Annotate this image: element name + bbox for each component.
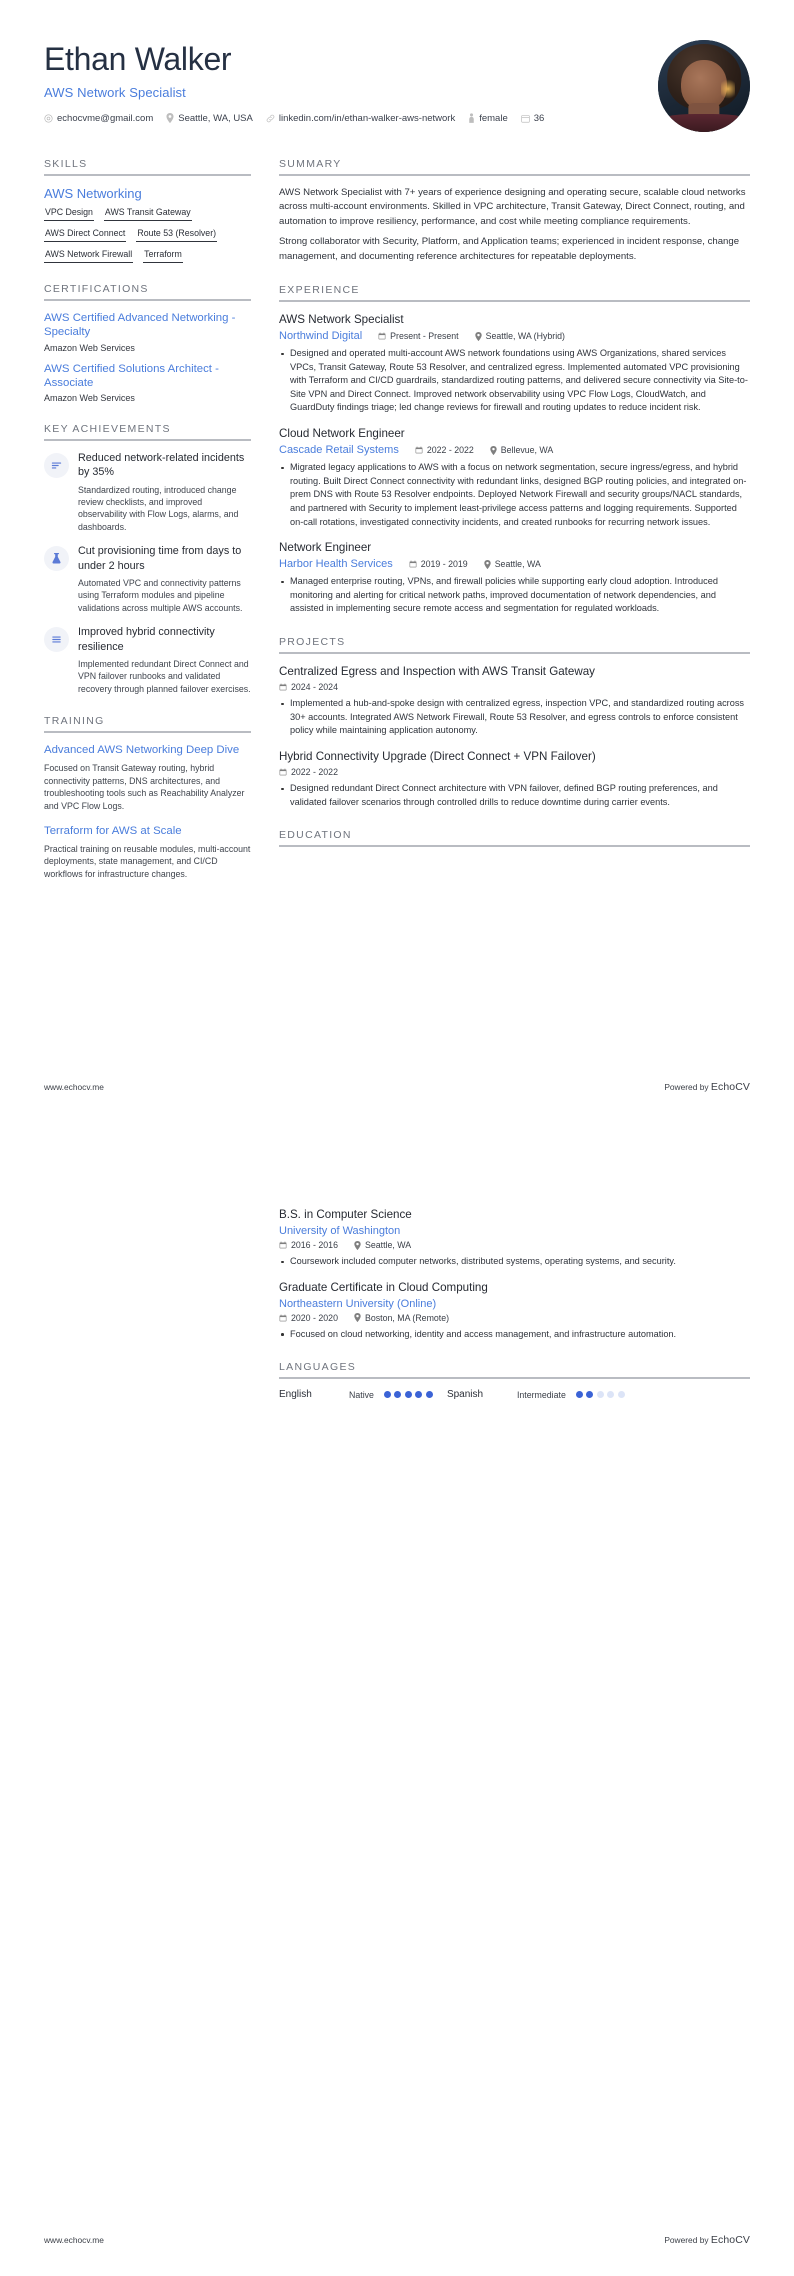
email-icon (44, 114, 53, 123)
language-rating (384, 1391, 433, 1398)
section-divider (44, 174, 251, 176)
projects-section-title: PROJECTS (279, 636, 346, 649)
education-location-text: Boston, MA (Remote) (364, 1312, 450, 1323)
project-dates (279, 682, 338, 692)
job-location (484, 559, 541, 569)
section-divider (279, 1377, 750, 1379)
job-location (490, 445, 553, 455)
job-dates-text: Present - Present (390, 331, 459, 342)
rating-dot (426, 1391, 433, 1398)
training-section (44, 715, 251, 880)
experience-item (279, 540, 750, 616)
education-meta (279, 1225, 750, 1237)
candidate-name: Ethan Walker (44, 41, 232, 77)
achievement-body (78, 544, 251, 614)
footer-brand-name: EchoCV (710, 1081, 750, 1093)
achievement-description: Automated VPC and connectivity patterns using Terraform modules and pipeline validations across multiple AWS accounts. (78, 577, 243, 613)
skills-section-title: SKILLS (44, 158, 88, 170)
project-item (279, 749, 750, 809)
calendar-icon (279, 1314, 287, 1322)
left-column (44, 158, 251, 901)
job-dates-text: 2022 - 2022 (426, 445, 474, 456)
footer-brand-name: EchoCV (710, 2234, 750, 2246)
project-dates (279, 767, 338, 777)
rating-dot (597, 1391, 604, 1398)
education-section-header (279, 829, 750, 847)
job-meta (279, 330, 750, 342)
certification-name[interactable]: AWS Certified Advanced Networking - Specialty (44, 312, 236, 339)
section-divider (279, 845, 750, 847)
training-name[interactable]: Advanced AWS Networking Deep Dive (44, 744, 240, 757)
skill-chip: AWS Transit Gateway (104, 207, 192, 221)
project-dates-text: 2022 - 2022 (291, 767, 338, 778)
project-title: Centralized Egress and Inspection with AWS Transit Gateway (279, 665, 595, 679)
education-dates (279, 1240, 338, 1250)
achievement-title: Improved hybrid connectivity resilience (78, 626, 215, 653)
language-name: English (279, 1389, 312, 1401)
footer-brand (664, 2234, 750, 2246)
languages-section (279, 1361, 750, 1400)
education-location-text: Seattle, WA (364, 1240, 412, 1251)
summary-section (279, 158, 750, 264)
summary-paragraph: AWS Network Specialist with 7+ years of experience designing and operating secure, scalable cloud networks across multi-account environments. Skilled in VPC architecture, Transit Gateway, Direct Connect, routing, and automation to improve resiliency, performance, and cost while meeting compliance requirements. (279, 187, 746, 227)
candidate-role: AWS Network Specialist (44, 84, 186, 100)
person-icon (468, 113, 475, 123)
job-location-text: Seattle, WA (494, 559, 541, 570)
contact-age (521, 113, 545, 124)
contact-linkedin-text: linkedin.com/in/ethan-walker-aws-network (278, 112, 456, 124)
contact-location (166, 113, 253, 124)
achievement-title: Reduced network-related incidents by 35% (78, 452, 245, 479)
location-pin-icon (354, 1241, 361, 1250)
language-name: Spanish (446, 1389, 484, 1401)
calendar-icon (415, 446, 423, 454)
language-item (279, 1389, 433, 1400)
job-title: Network Engineer (279, 541, 372, 555)
job-title: AWS Network Specialist (279, 312, 404, 326)
language-item (447, 1389, 625, 1400)
menu-icon (44, 627, 69, 652)
projects-section (279, 636, 750, 809)
certifications-section (44, 283, 251, 403)
contact-linkedin[interactable] (266, 113, 455, 124)
location-pin-icon (475, 332, 482, 341)
company-name[interactable]: Northwind Digital (279, 330, 363, 343)
education-bullets (279, 1328, 750, 1342)
education-dates-text: 2020 - 2020 (291, 1312, 338, 1323)
section-divider (44, 299, 251, 301)
project-bullet: Implemented a hub-and-spoke design with centralized egress, inspection VPC, and standardized routing across 30+ accounts. Integrated AWS Network Firewall, Route 53 Resolver, and egress controls to enforce consistent policy while maintaining application autonomy. (279, 697, 750, 738)
education-dates-text: 2016 - 2016 (291, 1240, 338, 1251)
page-footer (44, 2234, 750, 2246)
language-list (279, 1389, 750, 1400)
training-item (44, 824, 251, 881)
rating-dot (607, 1391, 614, 1398)
location-pin-icon (490, 446, 497, 455)
certifications-section-title: CERTIFICATIONS (44, 283, 149, 295)
skill-chip: Route 53 (Resolver) (136, 228, 217, 242)
job-title: Cloud Network Engineer (279, 427, 405, 441)
education-meta-dates (279, 1240, 750, 1250)
calendar-icon (279, 768, 287, 776)
skill-chip: AWS Network Firewall (44, 249, 133, 263)
job-location (475, 331, 565, 341)
job-dates-text: 2019 - 2019 (420, 559, 468, 570)
section-divider (279, 652, 750, 654)
contact-gender (468, 113, 508, 124)
skill-chip: AWS Direct Connect (44, 228, 126, 242)
rating-dot (405, 1391, 412, 1398)
achievement-title: Cut provisioning time from days to under 2 hours (78, 545, 242, 572)
avatar (658, 40, 750, 132)
job-dates (415, 445, 474, 455)
skills-section (44, 158, 251, 263)
rating-dot (415, 1391, 422, 1398)
contact-email-text: echocvme@gmail.com (57, 112, 154, 124)
school-name[interactable]: Northeastern University (Online) (279, 1297, 437, 1310)
education-section (279, 1207, 750, 1341)
languages-section-title: LANGUAGES (279, 1361, 357, 1374)
education-section-title: EDUCATION (279, 829, 352, 842)
lines-icon (44, 453, 69, 478)
summary-paragraph: Strong collaborator with Security, Platform, and Application teams; experienced in incident response, change management, and documenting reference architectures for repeatable deployments. (279, 236, 740, 262)
page-footer (44, 1081, 750, 1093)
education-bullet: Coursework included computer networks, distributed systems, operating systems, and security. (279, 1255, 750, 1269)
certification-item (44, 311, 251, 353)
education-location (354, 1240, 411, 1250)
job-bullet: Migrated legacy applications to AWS with a focus on network segmentation, secure ingress/egress, and hybrid routing. Built Direct Connect connectivity with redundant links, designed BGP routing policies, and integrated on-prem DNS with Route 53 Resolver endpoints. Deployed Network Firewall and security groups/NACL standards, and partnered with Security to implement least-privilege access patterns and logging requirements. Supported on-call rotations, investigated connectivity incidents, and created runbooks for recurring network issues. (279, 461, 750, 529)
achievement-body (78, 625, 251, 695)
section-divider (44, 731, 251, 733)
section-divider (44, 439, 251, 441)
section-divider (279, 174, 750, 176)
job-meta (279, 444, 750, 456)
contact-gender-text: female (479, 112, 508, 124)
achievement-description: Implemented redundant Direct Connect and VPN failover runbooks and validated recovery through planned failover exercises. (78, 658, 251, 694)
training-description: Focused on Transit Gateway routing, hybrid connectivity patterns, DNS architectures, and troubleshooting tools such as Reachability Analyzer and VPC Flow Logs. (44, 762, 245, 812)
training-section-title: TRAINING (44, 715, 105, 728)
rating-dot (576, 1391, 583, 1398)
header-text-block (44, 38, 658, 124)
skill-chip: VPC Design (44, 207, 94, 221)
calendar-icon (521, 114, 530, 123)
training-description: Practical training on reusable modules, multi-account deployments, state management, and CI/CD workflows for infrastructure changes. (44, 843, 251, 880)
job-bullets (279, 575, 750, 616)
achievement-description: Standardized routing, introduced change review checklists, and improved observability with Flow Logs, alarms, and dashboards. (78, 484, 239, 532)
company-name[interactable]: Cascade Retail Systems (279, 444, 399, 457)
language-rating (576, 1391, 625, 1398)
avatar-highlight (721, 77, 736, 101)
rating-dot (586, 1391, 593, 1398)
education-bullets (279, 1255, 750, 1269)
job-bullet: Managed enterprise routing, VPNs, and firewall policies while supporting early cloud adoption. Introduced monitoring and alerting for critical network paths, improved documentation of network dependencies, and assisted in implementing secure remote access and segmentation for regulated workloads. (279, 575, 750, 616)
experience-item (279, 312, 750, 415)
certification-issuer: Amazon Web Services (44, 342, 135, 353)
skill-chip: Terraform (143, 249, 183, 263)
summary-section-title: SUMMARY (279, 158, 342, 170)
job-bullet: Designed and operated multi-account AWS network foundations using AWS Organizations, shared services VPCs, Transit Gateway, Route 53 Resolver, and centralized egress. Implemented automated VPC provisioning with Terraform and CI/CD guardrails, standardized routing patterns, and delivered secure connectivity via Site-to-Site VPN and Direct Connect. Improved network observability using VPC Flow Logs, CloudWatch, and GuardDuty findings triage; led change reviews for firewall and routing updates to reduce incident risk. (279, 347, 750, 415)
language-level: Intermediate (516, 1389, 566, 1400)
education-item (279, 1207, 750, 1269)
experience-section-title: EXPERIENCE (279, 283, 360, 296)
contact-list (44, 113, 658, 124)
job-bullets (279, 461, 750, 529)
education-bullet: Focused on cloud networking, identity and access management, and infrastructure automation. (279, 1328, 750, 1342)
section-divider (279, 300, 750, 302)
certification-name[interactable]: AWS Certified Solutions Architect - Associate (44, 362, 219, 389)
avatar-clothing (658, 114, 750, 132)
resume-page-2 (0, 1153, 794, 2276)
experience-item (279, 426, 750, 529)
achievement-item (44, 544, 251, 614)
flask-icon (44, 546, 69, 571)
training-item (44, 743, 251, 813)
calendar-icon (279, 683, 287, 691)
link-icon (266, 114, 275, 123)
training-name[interactable]: Terraform for AWS at Scale (44, 824, 182, 837)
resume-header (44, 28, 750, 132)
job-dates (409, 559, 468, 569)
calendar-icon (378, 332, 386, 340)
left-column-page2 (44, 1207, 251, 1420)
education-meta-dates (279, 1313, 750, 1323)
certification-issuer: Amazon Web Services (44, 393, 135, 403)
right-column-page2 (279, 1207, 750, 1420)
calendar-icon (279, 1241, 287, 1249)
rating-dot (394, 1391, 401, 1398)
footer-website[interactable]: www.echocv.me (44, 1082, 104, 1092)
job-location-text: Bellevue, WA (500, 445, 554, 456)
rating-dot (384, 1391, 391, 1398)
calendar-icon (409, 560, 417, 568)
footer-brand (664, 1081, 750, 1093)
education-dates (279, 1313, 338, 1323)
resume-columns-page2 (44, 1207, 750, 1420)
footer-powered-label: Powered by (664, 1082, 711, 1092)
key-achievements-section-title: KEY ACHIEVEMENTS (44, 423, 171, 435)
school-name[interactable]: University of Washington (279, 1225, 401, 1238)
skill-chip-list (44, 207, 251, 263)
achievement-item (44, 451, 251, 533)
company-name[interactable]: Harbor Health Services (279, 558, 393, 571)
footer-website[interactable]: www.echocv.me (44, 2235, 104, 2245)
education-meta (279, 1298, 750, 1310)
location-pin-icon (354, 1313, 361, 1322)
project-dates-text: 2024 - 2024 (291, 682, 338, 693)
project-bullet: Designed redundant Direct Connect architecture with VPN failover, defined BGP routing preferences, and validated failover scenarios through controlled drills to reduce downtime during carrier events. (279, 782, 750, 809)
location-pin-icon (166, 113, 174, 123)
resume-page-1 (0, 0, 794, 1123)
job-dates (378, 331, 458, 341)
job-bullets (279, 347, 750, 415)
project-meta (279, 767, 750, 777)
rating-dot (618, 1391, 625, 1398)
job-location-text: Seattle, WA (Hybrid) (485, 331, 565, 342)
contact-location-text: Seattle, WA, USA (178, 112, 253, 124)
project-item (279, 664, 750, 738)
education-item (279, 1280, 750, 1342)
skill-group-name: AWS Networking (44, 186, 142, 201)
achievement-item (44, 625, 251, 695)
education-location (354, 1313, 449, 1323)
contact-email[interactable] (44, 113, 153, 124)
location-pin-icon (484, 560, 491, 569)
language-level: Native (349, 1389, 374, 1400)
key-achievements-section (44, 423, 251, 695)
project-title: Hybrid Connectivity Upgrade (Direct Connect + VPN Failover) (279, 749, 596, 763)
page-gap (0, 1123, 794, 1153)
degree-title: B.S. in Computer Science (279, 1208, 412, 1221)
resume-columns (44, 158, 750, 901)
project-bullets (279, 782, 750, 809)
degree-title: Graduate Certificate in Cloud Computing (279, 1280, 488, 1294)
footer-powered-label: Powered by (664, 2235, 711, 2245)
certification-item (44, 362, 251, 404)
experience-section (279, 284, 750, 616)
contact-age-text: 36 (533, 112, 545, 124)
project-bullets (279, 697, 750, 738)
project-meta (279, 682, 750, 692)
achievement-body (78, 451, 251, 533)
job-meta (279, 558, 750, 570)
right-column (279, 158, 750, 901)
